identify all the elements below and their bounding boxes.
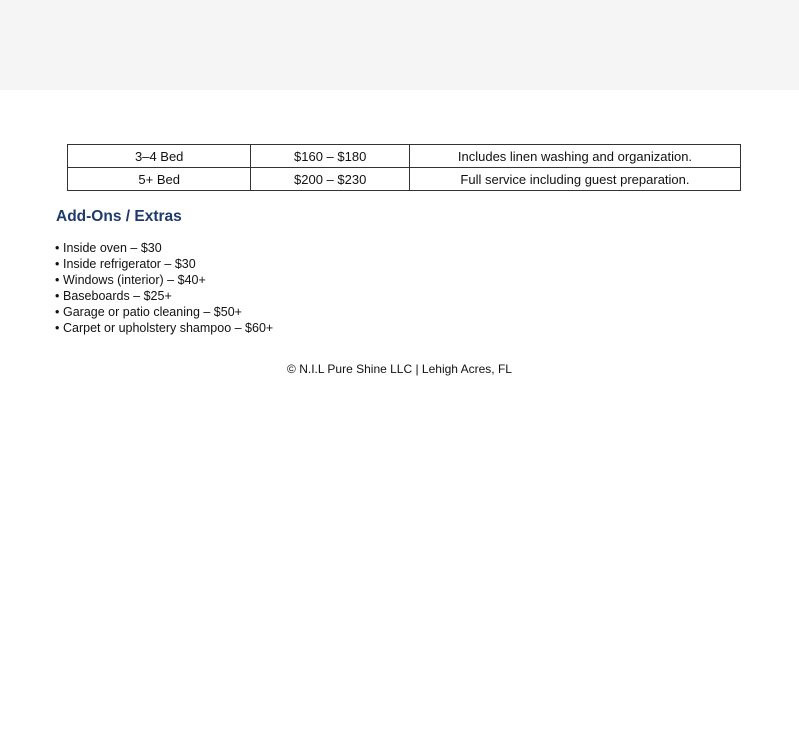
list-item (55, 288, 273, 304)
document-page (0, 90, 799, 752)
bullet-marker: • (55, 289, 60, 303)
addon-label: Garage or patio cleaning – $50+ (63, 305, 242, 319)
bullet-marker: • (55, 321, 60, 335)
list-item (55, 256, 273, 272)
addons-heading: Add-Ons / Extras (56, 208, 182, 225)
bed-size-cell: 5+ Bed (68, 168, 251, 191)
price-range-cell: $200 – $230 (251, 168, 410, 191)
addon-label: Baseboards – $25+ (63, 289, 172, 303)
bed-size-cell: 3–4 Bed (68, 145, 251, 168)
bullet-marker: • (55, 257, 60, 271)
list-item (55, 240, 273, 256)
bullet-marker: • (55, 273, 60, 287)
copyright-footer: © N.I.L Pure Shine LLC | Lehigh Acres, FL (287, 362, 512, 376)
addon-label: Inside oven – $30 (63, 241, 162, 255)
list-item (55, 320, 273, 336)
list-item (55, 272, 273, 288)
list-item (55, 304, 273, 320)
viewer-top-band (0, 0, 799, 90)
table-row (68, 168, 741, 191)
pricing-table (67, 144, 741, 191)
service-details-cell: Full service including guest preparation. (409, 168, 740, 191)
addons-list (55, 240, 273, 336)
table-row (68, 145, 741, 168)
bullet-marker: • (55, 305, 60, 319)
bullet-marker: • (55, 241, 60, 255)
addon-label: Carpet or upholstery shampoo – $60+ (63, 321, 274, 335)
service-details-cell: Includes linen washing and organization. (409, 145, 740, 168)
addon-label: Windows (interior) – $40+ (63, 273, 206, 287)
addon-label: Inside refrigerator – $30 (63, 257, 196, 271)
price-range-cell: $160 – $180 (251, 145, 410, 168)
